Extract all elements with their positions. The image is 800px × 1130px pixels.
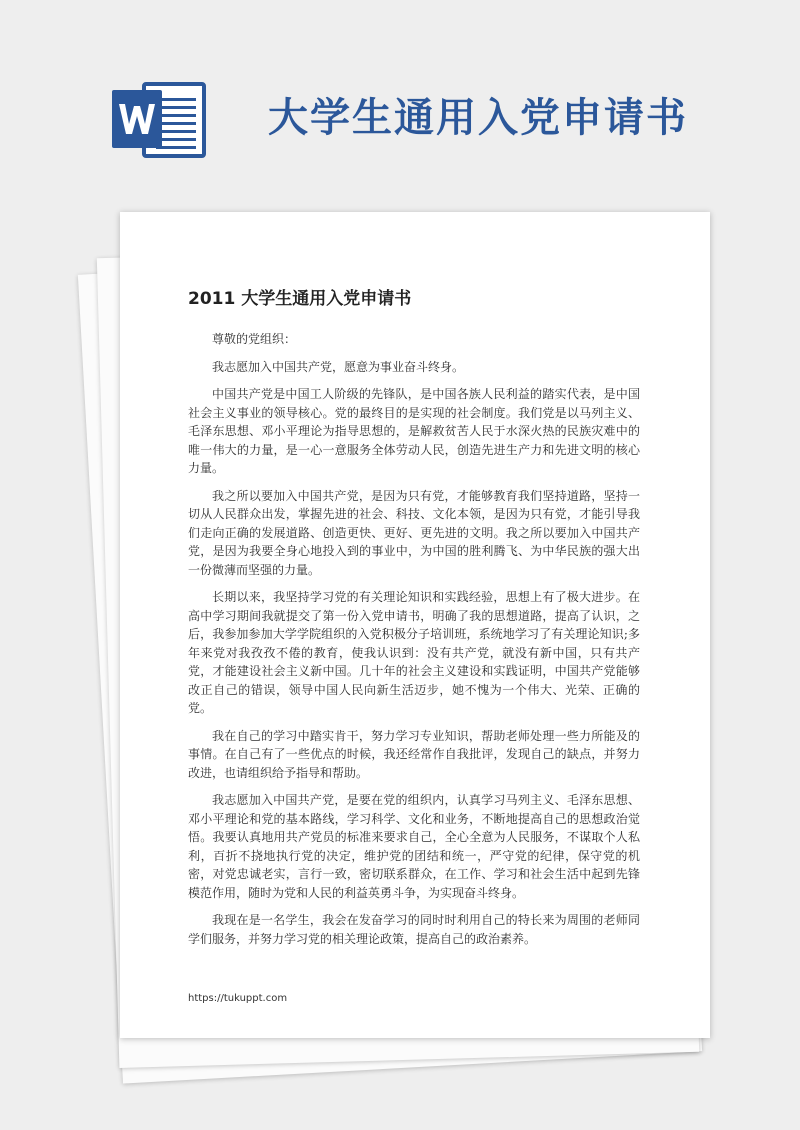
body-paragraph: 我在自己的学习中踏实肯干，努力学习专业知识，帮助老师处理一些力所能及的事情。在自己有了一些优点的时候，我还经常作自我批评，发现自己的缺点，并努力改进，也请组织给予指导和帮助。	[188, 728, 640, 780]
main-title: 大学生通用入党申请书	[268, 95, 688, 141]
body-paragraph: 我志愿加入中国共产党，是要在党的组织内，认真学习马列主义、毛泽东思想、邓小平理论和党的基本路线，学习科学、文化和业务，不断地提高自己的思想政治觉悟。我要认真地用共产党员的标准来要求自己，全心全意为人民服务，不谋取个人私利，百折不挠地执行党的决定，维护党的团结和统一，严守党的纪律，保守党的机密，对党忠诚老实，言行一致，密切联系群众，在工作、学习和社会生活中起到先锋模范作用，随时为党和人民的利益英勇斗争，为实现奋斗终身。	[188, 793, 640, 900]
word-document-icon	[112, 78, 212, 160]
document-body	[188, 330, 640, 957]
document-page	[120, 212, 710, 1038]
salutation: 尊敬的党组织：	[212, 332, 297, 346]
page-header	[0, 0, 800, 200]
body-paragraph: 长期以来，我坚持学习党的有关理论知识和实践经验，思想上有了极大进步。在高中学习期间我就提交了第一份入党申请书，明确了我的思想道路，提高了认识，之后，我参加参加大学学院组织的入党积极分子培训班，系统地学习了有关理论知识;多年来党对我孜孜不倦的教育，使我认识到：没有共产党，就没有新中国，只有共产党，才能建设社会主义新中国。几十年的社会主义建设和实践证明，中国共产党能够改正自己的错误，领导中国人民向新生活迈步，她不愧为一个伟大、光荣、正确的党。	[188, 590, 640, 715]
body-paragraph: 我志愿加入中国共产党，愿意为事业奋斗终身。	[212, 359, 465, 374]
body-paragraph: 中国共产党是中国工人阶级的先锋队，是中国各族人民利益的踏实代表，是中国社会主义事业的领导核心。党的最终目的是实现的社会制度。我们党是以马列主义、毛泽东思想、邓小平理论为指导思想的，是解救贫苦人民于水深火热的民族灾难中的唯一伟大的力量，是一心一意服务全体劳动人民，创造先进生产力和先进文明的核心力量。	[188, 387, 640, 475]
body-paragraph: 我之所以要加入中国共产党，是因为只有党，才能够教育我们坚持道路，坚持一切从人民群众出发，掌握先进的社会、科技、文化本领，是因为只有党，才能引导我们走向正确的发展道路、创造更快、更好、更先进的文明。我之所以要加入中国共产党，是因为我要全身心地投入到的事业中，为中国的胜利腾飞、为中华民族的强大出一份微薄而坚强的力量。	[188, 488, 640, 577]
document-title: 2011 大学生通用入党申请书	[188, 289, 412, 309]
body-paragraph: 我现在是一名学生，我会在发奋学习的同时时利用自己的特长来为周围的老师同学们服务，并努力学习党的相关理论政策，提高自己的政治素养。	[188, 913, 640, 946]
footer-url[interactable]: https://tukuppt.com	[188, 993, 288, 1004]
